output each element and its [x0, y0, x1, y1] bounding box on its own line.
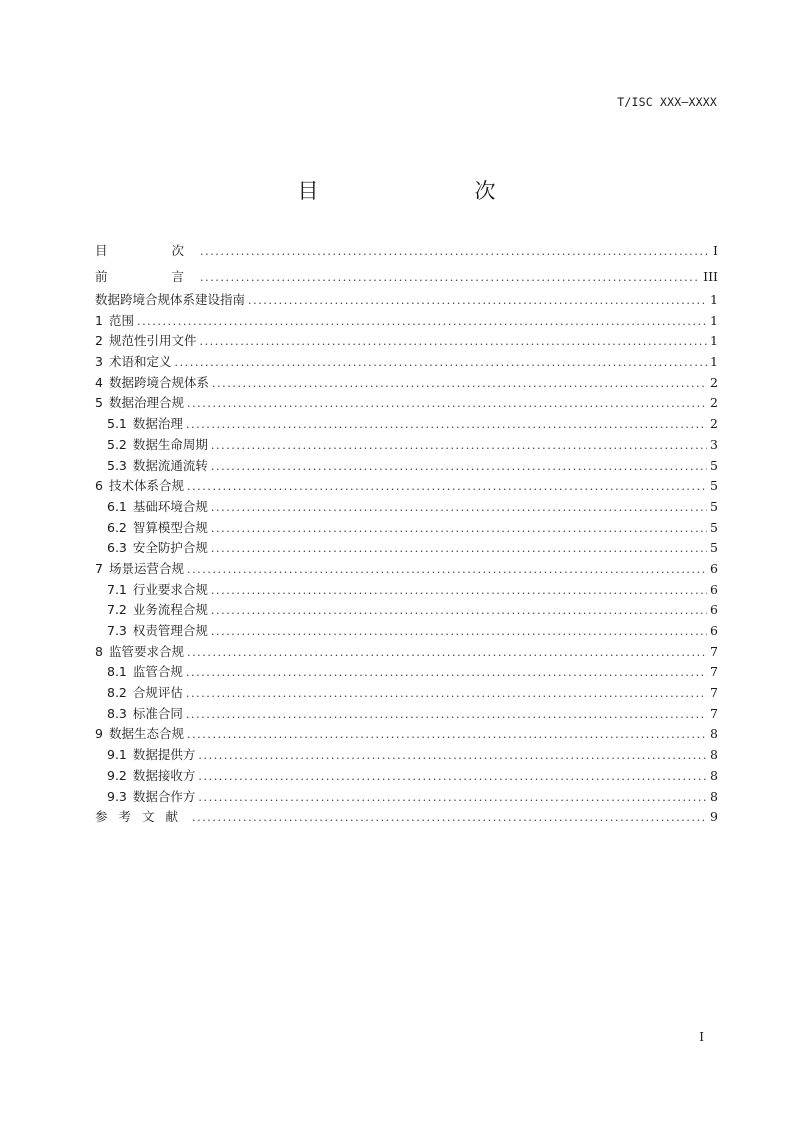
- dot-leader: [200, 239, 710, 265]
- toc-entry-label: [107, 683, 183, 704]
- toc-entry-number: 9.3: [107, 788, 127, 804]
- toc-page-number: 5: [710, 478, 718, 494]
- toc-entry-title: 行业要求合规: [132, 581, 208, 597]
- toc-page-number: 1: [710, 312, 718, 328]
- dot-leader: [187, 394, 707, 415]
- toc-page-number: 8: [710, 767, 718, 783]
- toc-entry[interactable]: [95, 352, 718, 373]
- toc-entry-label: [95, 264, 197, 290]
- toc-page-number: 5: [710, 540, 718, 556]
- toc-entry-title: 数据跨境合规体系建设指南: [95, 292, 246, 307]
- toc-page-number: 1: [710, 333, 718, 349]
- toc-entry-number: 7: [95, 560, 103, 576]
- toc-entry-title: 目 次: [95, 243, 198, 258]
- toc-entry[interactable]: [95, 456, 718, 477]
- toc-page-number: 3: [710, 436, 718, 452]
- toc-entry-title: 术语和定义: [108, 354, 172, 370]
- toc-entry-title: 数据流通流转: [132, 457, 208, 473]
- page-number: I: [699, 1030, 704, 1044]
- toc-entry-label: [95, 724, 184, 745]
- toc-entry-label: [107, 662, 183, 683]
- toc-entry[interactable]: [95, 724, 718, 745]
- toc-entry-number: 5.1: [107, 416, 127, 432]
- toc-entry-label: [107, 435, 208, 456]
- dot-leader: [137, 312, 707, 333]
- toc-page-number: 6: [710, 560, 718, 576]
- toc-page-number: 1: [710, 354, 718, 370]
- dot-leader: [199, 332, 707, 353]
- toc-page-number: 8: [710, 726, 718, 742]
- toc-entry-label: [107, 456, 208, 477]
- dot-leader: [192, 808, 707, 829]
- toc-entry-number: 5.2: [107, 436, 127, 452]
- toc-page-number: 2: [710, 416, 718, 432]
- toc-page-number: 1: [710, 292, 718, 307]
- toc-entry[interactable]: [95, 538, 718, 559]
- toc-entry[interactable]: [95, 373, 718, 394]
- dot-leader: [211, 498, 707, 519]
- dot-leader: [211, 539, 707, 560]
- toc-entry-number: 7.1: [107, 581, 127, 597]
- toc-entry-label: [95, 331, 196, 352]
- toc-entry-title: 数据合作方: [132, 788, 196, 804]
- toc-entry[interactable]: [95, 766, 718, 787]
- toc-entry[interactable]: [95, 393, 718, 414]
- toc-page-number: 2: [710, 395, 718, 411]
- toc-entry-label: [107, 538, 208, 559]
- toc-entry[interactable]: [95, 497, 718, 518]
- toc-entry[interactable]: [95, 745, 718, 766]
- toc-entry-title: 场景运营合规: [108, 560, 184, 576]
- table-of-contents: [95, 238, 718, 828]
- toc-entry-number: 6.1: [107, 498, 127, 514]
- toc-entry[interactable]: [95, 580, 718, 601]
- toc-entry-title: 数据治理: [132, 416, 183, 432]
- toc-entry-number: 8.3: [107, 705, 127, 721]
- dot-leader: [211, 519, 707, 540]
- toc-entry[interactable]: [95, 621, 718, 642]
- toc-page-number: 7: [710, 705, 718, 721]
- dot-leader: [186, 684, 707, 705]
- dot-leader: [211, 622, 707, 643]
- dot-leader: [187, 725, 707, 746]
- toc-entry-number: 1: [95, 312, 103, 328]
- dot-leader: [186, 415, 707, 436]
- toc-entry-label: [107, 497, 208, 518]
- toc-entry-number: 9.1: [107, 747, 127, 763]
- dot-leader: [200, 265, 700, 291]
- toc-page-number: 8: [710, 747, 718, 763]
- toc-entry-number: 8.1: [107, 664, 127, 680]
- toc-entry-title: 权责管理合规: [132, 623, 208, 638]
- toc-entry-number: 8: [95, 643, 103, 659]
- toc-entry-label: [107, 580, 208, 601]
- toc-entry-number: 7.2: [107, 602, 127, 618]
- toc-entry-title: 规范性引用文件: [108, 333, 197, 349]
- toc-entry-label: [107, 518, 208, 539]
- page-title: 目 次: [297, 179, 534, 203]
- toc-entry[interactable]: [95, 600, 718, 621]
- dot-leader: [187, 560, 707, 581]
- toc-page-number: 8: [710, 788, 718, 804]
- toc-entry-label: [107, 787, 195, 808]
- toc-entry-title: 前 言: [95, 269, 198, 284]
- toc-page-number: 5: [710, 519, 718, 535]
- toc-entry[interactable]: [95, 476, 718, 497]
- toc-page-number: 7: [710, 664, 718, 680]
- toc-entry-label: [95, 559, 184, 580]
- dot-leader: [186, 705, 707, 726]
- toc-entry[interactable]: [95, 807, 718, 828]
- dot-leader: [198, 746, 707, 767]
- toc-page-number: 2: [710, 374, 718, 390]
- toc-page-number: 7: [710, 685, 718, 701]
- toc-entry-label: [95, 238, 197, 264]
- toc-entry-title: 范围: [108, 312, 134, 328]
- toc-entry-number: 4: [95, 374, 103, 390]
- toc-entry[interactable]: [95, 331, 718, 352]
- toc-entry[interactable]: [95, 662, 718, 683]
- toc-entry[interactable]: [95, 683, 718, 704]
- toc-entry-label: [107, 414, 183, 435]
- toc-entry-label: [107, 704, 183, 725]
- dot-leader: [211, 601, 707, 622]
- toc-entry[interactable]: [95, 704, 718, 725]
- dot-leader: [211, 436, 707, 457]
- toc-entry-label: [95, 807, 189, 828]
- toc-entry-title: 数据生命周期: [132, 436, 208, 452]
- dot-leader: [198, 788, 707, 809]
- toc-entry-label: [107, 600, 208, 621]
- toc-entry[interactable]: [95, 435, 718, 456]
- toc-entry-number: 9: [95, 726, 103, 742]
- toc-entry-number: 9.2: [107, 767, 127, 783]
- toc-entry-title: 合规评估: [132, 685, 183, 701]
- toc-entry-number: 6: [95, 478, 103, 494]
- dot-leader: [248, 291, 707, 312]
- toc-entry-number: 6.3: [107, 540, 127, 556]
- toc-entry-label: [95, 476, 184, 497]
- toc-entry-label: [95, 642, 184, 663]
- dot-leader: [212, 374, 707, 395]
- dot-leader: [211, 581, 707, 602]
- toc-entry-number: 5.3: [107, 457, 127, 473]
- toc-entry-title: 标准合同: [132, 705, 183, 721]
- toc-entry-number: 8.2: [107, 685, 127, 701]
- toc-entry-number: 6.2: [107, 519, 127, 535]
- toc-entry-title: 监管合规: [132, 664, 183, 680]
- dot-leader: [211, 457, 707, 478]
- toc-entry-title: 监管要求合规: [108, 643, 184, 659]
- toc-entry-number: 7.3: [107, 623, 127, 638]
- toc-entry-label: [107, 766, 195, 787]
- toc-page-number: 6: [710, 602, 718, 618]
- toc-entry[interactable]: [95, 642, 718, 663]
- toc-entry-label: [107, 745, 195, 766]
- toc-entry-title: 数据治理合规: [108, 395, 184, 411]
- toc-entry[interactable]: [95, 290, 718, 311]
- toc-page-number: III: [703, 269, 718, 284]
- toc-entry-title: 参考文献: [95, 809, 190, 825]
- dot-leader: [198, 767, 707, 788]
- toc-entry-title: 智算模型合规: [132, 519, 208, 535]
- toc-entry-label: [95, 290, 245, 311]
- toc-entry-title: 安全防护合规: [132, 540, 208, 556]
- toc-page-number: 9: [710, 809, 718, 825]
- toc-entry-number: 2: [95, 333, 103, 349]
- toc-entry-title: 业务流程合规: [132, 602, 208, 618]
- toc-entry-title: 基础环境合规: [132, 498, 208, 514]
- toc-entry-title: 数据生态合规: [108, 726, 184, 742]
- toc-entry-label: [95, 393, 184, 414]
- dot-leader: [174, 353, 707, 374]
- toc-entry-title: 技术体系合规: [108, 478, 184, 494]
- toc-entry-label: [107, 621, 208, 642]
- toc-page-number: 5: [710, 457, 718, 473]
- toc-entry-label: [95, 373, 209, 394]
- document-code: T/ISC XXX—XXXX: [617, 95, 717, 109]
- dot-leader: [187, 643, 707, 664]
- dot-leader: [187, 477, 707, 498]
- toc-page-number: I: [713, 243, 718, 258]
- toc-entry-label: [95, 352, 171, 373]
- toc-entry-title: 数据跨境合规体系: [108, 374, 209, 390]
- toc-entry[interactable]: [95, 787, 718, 808]
- toc-entry-title: 数据接收方: [132, 767, 196, 783]
- toc-entry[interactable]: [95, 264, 718, 290]
- toc-entry[interactable]: [95, 311, 718, 332]
- toc-entry[interactable]: [95, 559, 718, 580]
- toc-page-number: 6: [710, 581, 718, 597]
- toc-entry-title: 数据提供方: [132, 747, 196, 763]
- toc-page-number: 6: [710, 623, 718, 638]
- toc-entry[interactable]: [95, 414, 718, 435]
- toc-entry-number: 3: [95, 354, 103, 370]
- dot-leader: [186, 663, 707, 684]
- toc-entry[interactable]: [95, 518, 718, 539]
- toc-entry-number: 5: [95, 395, 103, 411]
- toc-entry[interactable]: [95, 238, 718, 264]
- toc-page-number: 7: [710, 643, 718, 659]
- toc-page-number: 5: [710, 498, 718, 514]
- toc-entry-label: [95, 311, 134, 332]
